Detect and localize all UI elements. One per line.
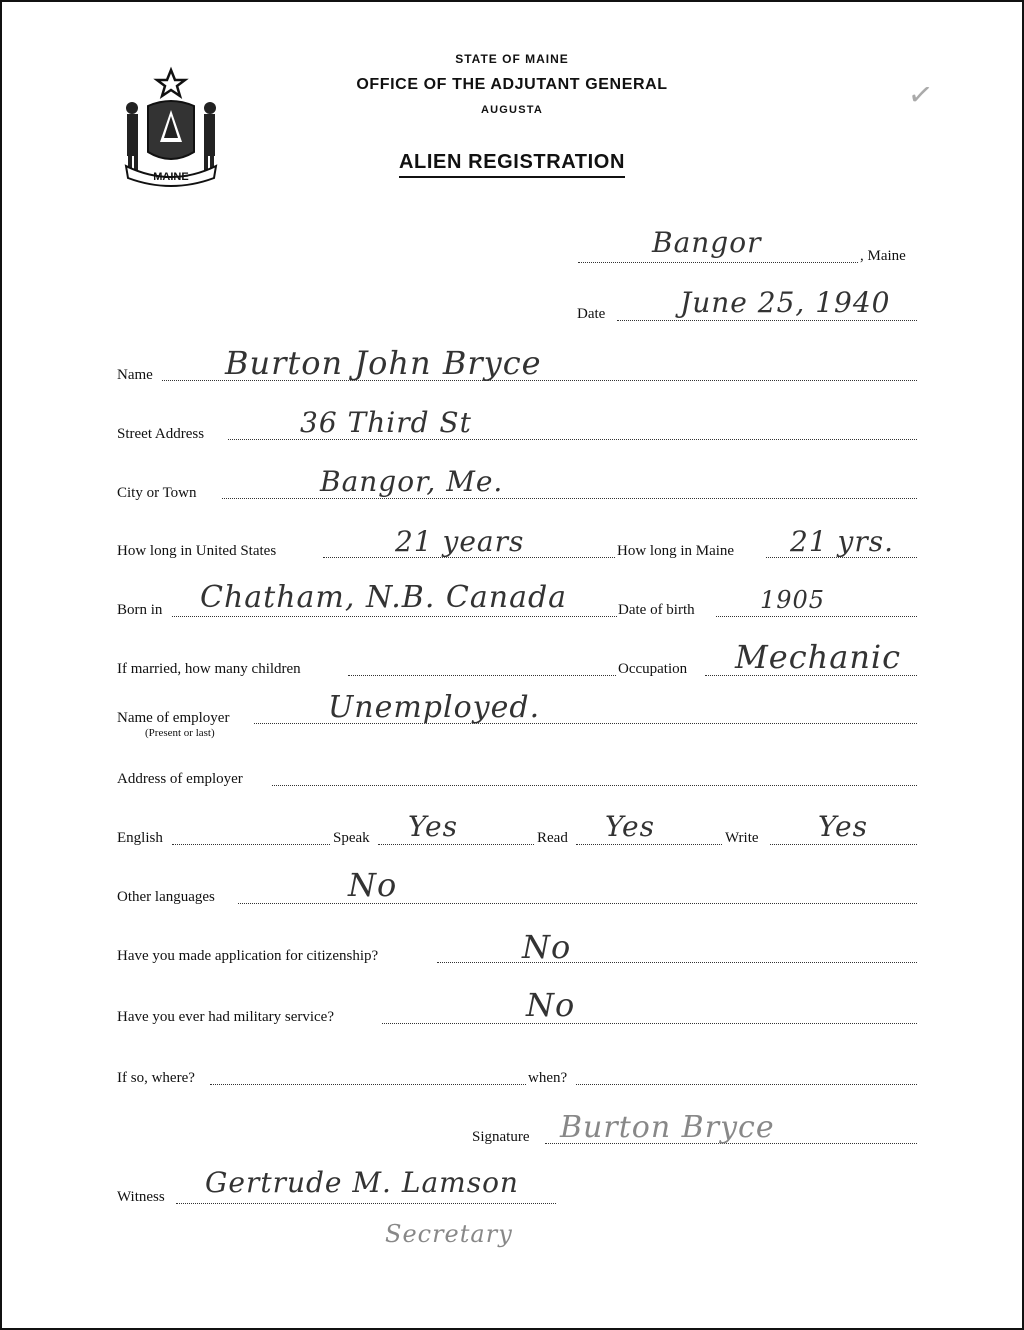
us-value: 21 years [395,525,525,558]
employer-address-label: Address of employer [117,771,243,787]
speak-value: Yes [408,810,458,843]
dob-value: 1905 [760,586,826,614]
street-label: Street Address [117,426,205,442]
read-line [576,844,722,845]
write-line [770,844,917,845]
english-label: English [117,830,163,846]
military-value: No [526,986,576,1024]
place-line [578,262,858,263]
speak-line [378,844,534,845]
date-value: June 25, 1940 [680,286,891,319]
employer-value: Unemployed. [328,690,541,725]
employer-sublabel: (Present or last) [145,727,215,739]
city-value: Bangor, Me. [320,465,504,498]
date-label: Date [577,306,606,322]
speak-label: Speak [333,830,370,846]
dob-label: Date of birth [618,602,695,618]
citizenship-label: Have you made application for citizenship? [117,948,379,964]
children-line [348,675,616,676]
maine-value: 21 yrs. [790,525,895,558]
other-languages-line [238,903,917,904]
where-line [210,1084,526,1085]
employer-address-line [272,785,917,786]
witness-line [176,1203,556,1204]
read-value: Yes [605,810,655,843]
military-line [382,1023,917,1024]
place-value: Bangor [652,226,762,259]
occupation-label: Occupation [618,661,688,677]
military-label: Have you ever had military service? [117,1009,334,1025]
form-title: ALIEN REGISTRATION [0,151,1024,174]
city-label: City or Town [117,485,197,501]
svg-text:MAINE: MAINE [153,171,189,183]
street-line [228,439,917,440]
header-office: OFFICE OF THE ADJUTANT GENERAL [356,76,668,93]
header-state: STATE OF MAINE [455,52,569,66]
city-line [222,498,917,499]
english-line [172,844,330,845]
when-line [576,1084,917,1085]
other-languages-label: Other languages [117,889,215,905]
read-label: Read [537,830,568,846]
born-line [172,616,617,617]
occupation-value: Mechanic [735,638,902,676]
born-value: Chatham, N.B. Canada [200,580,568,615]
when-label: when? [528,1070,568,1086]
dob-line [716,616,917,617]
other-languages-value: No [348,866,398,904]
witness-value: Gertrude M. Lamson [205,1166,519,1199]
maine-label: How long in Maine [617,543,735,559]
us-label: How long in United States [117,543,277,559]
header-city: AUGUSTA [481,104,543,116]
signature-label: Signature [472,1129,530,1145]
street-value: 36 Third St [300,406,472,439]
check-mark-icon: ✓ [905,76,936,115]
write-label: Write [725,830,759,846]
citizenship-line [437,962,917,963]
citizenship-value: No [522,928,572,966]
name-value: Burton John Bryce [225,344,542,382]
place-suffix: , Maine [860,248,906,264]
where-label: If so, where? [117,1070,195,1086]
date-line [617,320,917,321]
witness-label: Witness [117,1189,165,1205]
employer-label: Name of employer [117,710,230,726]
name-label: Name [117,367,153,383]
write-value: Yes [818,810,868,843]
signature-value: Burton Bryce [560,1110,775,1145]
witness-title: Secretary [385,1220,513,1248]
born-label: Born in [117,602,163,618]
children-label: If married, how many children [117,661,301,677]
